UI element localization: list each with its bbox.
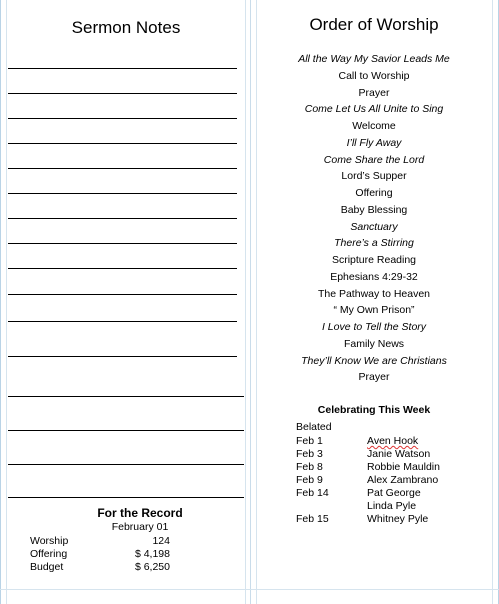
worship-item: I Love to Tell the Story	[321, 321, 427, 333]
worship-item: The Pathway to Heaven	[317, 287, 431, 300]
belated-label: Belated	[296, 421, 332, 433]
worship-item: Prayer	[358, 86, 390, 99]
sermon-notes-title: Sermon Notes	[71, 18, 181, 37]
order-of-worship-title: Order of Worship	[309, 15, 439, 34]
celebration-date: Feb 8	[296, 461, 323, 473]
note-line	[8, 168, 237, 169]
margin-guide	[245, 0, 246, 604]
worship-item: Call to Worship	[338, 69, 410, 82]
record-date: February 01	[111, 521, 169, 533]
note-line	[8, 321, 237, 322]
note-line	[8, 396, 244, 397]
worship-item: Prayer	[358, 371, 390, 384]
worship-item: Sanctuary	[350, 220, 398, 233]
celebration-date: Feb 3	[296, 448, 323, 460]
page-edge-left	[0, 0, 1, 604]
record-title: For the Record	[97, 506, 183, 520]
note-line	[8, 93, 237, 94]
margin-guide	[492, 0, 493, 604]
celebration-date: Feb 1	[296, 435, 323, 447]
note-line	[8, 356, 237, 357]
record-value: $ 6,250	[134, 561, 170, 573]
note-line	[8, 218, 237, 219]
worship-item: Ephesians 4:29-32	[330, 270, 418, 283]
worship-item: They’ll Know We are Christians	[301, 354, 447, 367]
celebration-name: Aven Hook	[367, 435, 419, 447]
note-line	[8, 243, 237, 244]
worship-item: Scripture Reading	[331, 254, 417, 266]
celebration-name: Linda Pyle	[367, 500, 417, 512]
worship-item: Lord’s Supper	[341, 170, 407, 183]
celebration-name: Whitney Pyle	[367, 513, 429, 525]
note-line	[8, 464, 244, 465]
page-fold-divider	[250, 0, 251, 604]
record-label: Worship	[30, 535, 69, 547]
note-line	[8, 497, 244, 498]
note-line	[8, 118, 237, 119]
worship-item: Baby Blessing	[340, 203, 408, 216]
worship-item: Offering	[355, 187, 393, 199]
record-value: 124	[152, 535, 170, 547]
worship-item: Come Share the Lord	[323, 153, 425, 166]
note-line	[8, 430, 244, 431]
celebration-name: Pat George	[367, 487, 421, 499]
celebration-date: Feb 14	[296, 487, 329, 499]
margin-guide-bottom	[0, 589, 499, 590]
note-line	[8, 193, 237, 194]
celebration-name: Robbie Mauldin	[367, 461, 440, 473]
worship-item: “ My Own Prison”	[333, 304, 415, 317]
note-line	[8, 294, 237, 295]
worship-item: Come Let Us All Unite to Sing	[304, 103, 444, 116]
record-value: $ 4,198	[134, 548, 170, 560]
note-line	[8, 143, 237, 144]
note-line	[8, 268, 237, 269]
celebration-date: Feb 9	[296, 474, 323, 486]
celebrating-title: Celebrating This Week	[317, 404, 431, 416]
worship-item: All the Way My Savior Leads Me	[298, 53, 450, 65]
record-label: Offering	[30, 548, 68, 560]
celebration-name: Alex Zambrano	[367, 474, 439, 486]
worship-item: There’s a Stirring	[334, 237, 414, 250]
record-label: Budget	[30, 561, 64, 573]
worship-item: Welcome	[352, 120, 396, 132]
celebration-date: Feb 15	[296, 513, 329, 525]
margin-guide	[6, 0, 7, 604]
celebration-name: Janie Watson	[367, 448, 431, 460]
worship-item: Family News	[343, 337, 405, 350]
note-line	[8, 68, 237, 69]
worship-item: I’ll Fly Away	[346, 136, 402, 149]
